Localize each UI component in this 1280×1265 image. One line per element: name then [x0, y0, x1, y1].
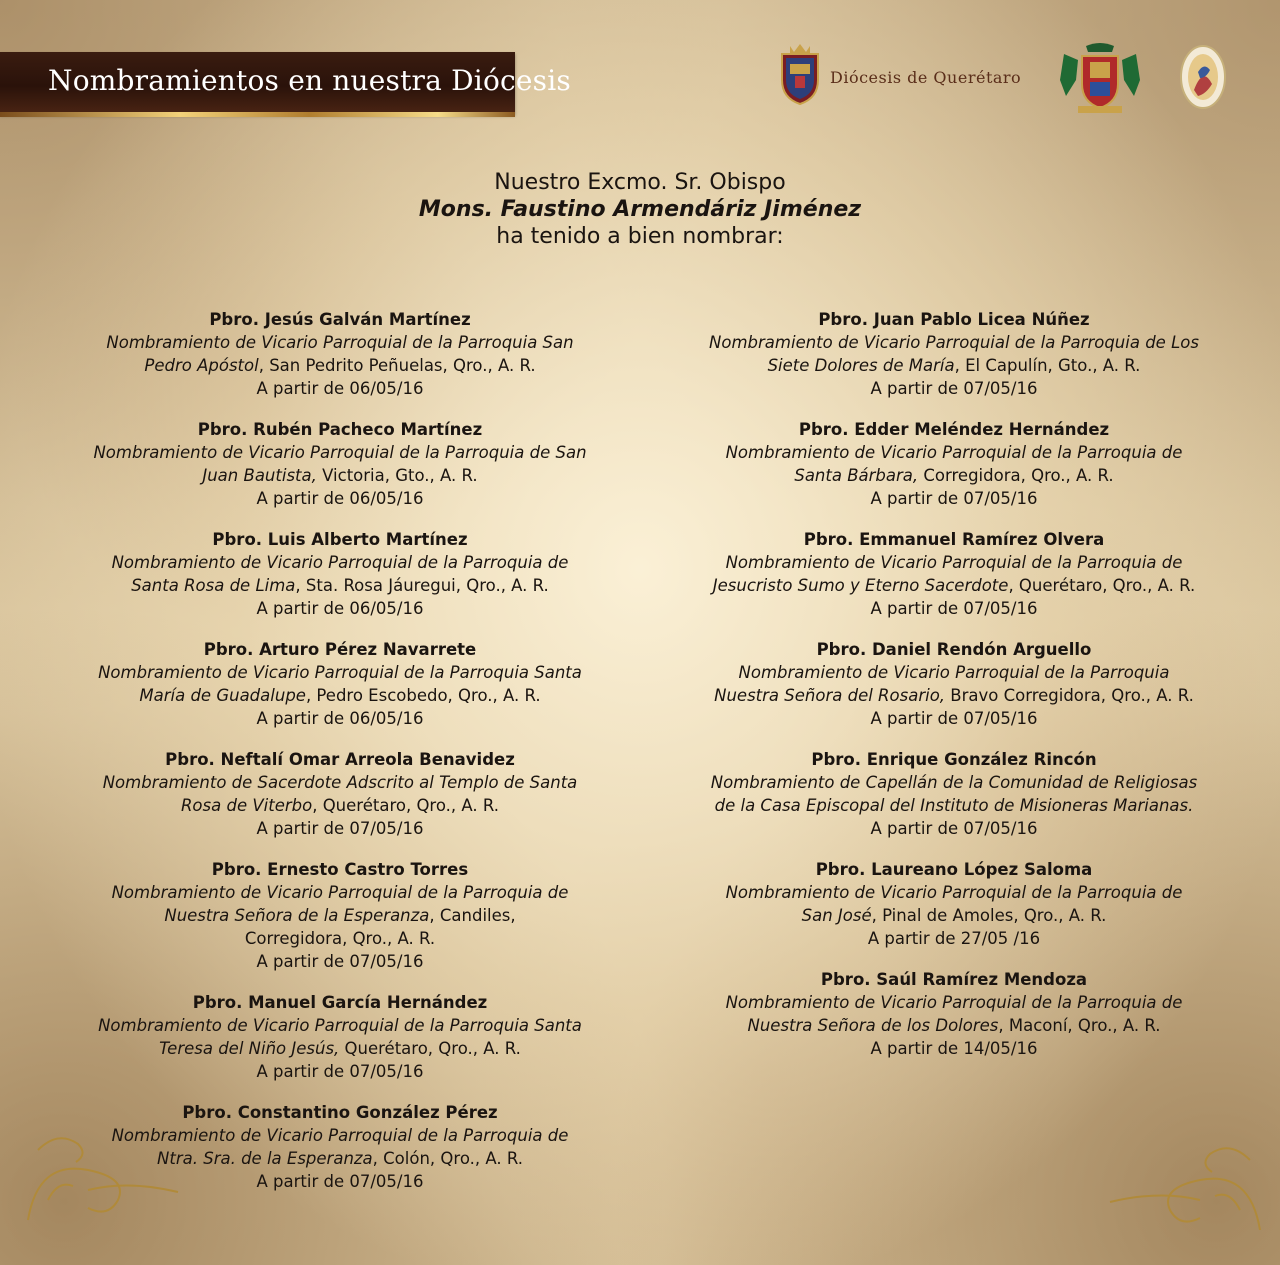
effective-date: A partir de 07/05/16	[256, 1172, 424, 1191]
priest-name: Pbro. Emmanuel Ramírez Olvera	[803, 530, 1105, 549]
location-text: Victoria, Gto., A. R.	[316, 466, 478, 485]
effective-date: A partir de 07/05/16	[870, 489, 1038, 508]
appointment-entry	[60, 991, 620, 1083]
appointment-description-line	[674, 661, 1234, 684]
effective-date: A partir de 06/05/16	[256, 379, 424, 398]
effective-date: A partir de 06/05/16	[256, 599, 424, 618]
effective-date: A partir de 06/05/16	[256, 489, 424, 508]
appointment-title-text: Nuestra Señora de la Esperanza	[164, 906, 430, 925]
jubilee-of-mercy-logo	[1178, 44, 1228, 110]
effective-date: A partir de 14/05/16	[870, 1039, 1038, 1058]
appointment-title-text: Nombramiento de Capellán de la Comunidad de Religiosas	[710, 773, 1198, 792]
effective-date: A partir de 07/05/16	[256, 1062, 424, 1081]
appointment-description-line	[60, 331, 620, 354]
appointment-title-text: Rosa de Viterbo	[180, 796, 313, 815]
appointment-description-line	[60, 881, 620, 904]
appointment-title-text: Nombramiento de Vicario Parroquial de la Parroquia de	[111, 553, 569, 572]
location-text: , Querétaro, Qro., A. R.	[312, 796, 500, 815]
location-text: , Pedro Escobedo, Qro., A. R.	[305, 686, 541, 705]
appointment-title-text: Nombramiento de Vicario Parroquial de la Parroquia Santa	[98, 663, 582, 682]
appointment-title-text: Siete Dolores de María	[767, 356, 955, 375]
appointment-description-line	[60, 771, 620, 794]
appointment-description-line	[60, 904, 620, 927]
appointment-description-line	[60, 1014, 620, 1037]
appointment-title-text: Pedro Apóstol	[144, 356, 259, 375]
appointment-description-line	[674, 771, 1234, 794]
intro-line-3: ha tenido a bien nombrar:	[496, 224, 784, 249]
appointment-title-text: Nuestra Señora de los Dolores	[747, 1016, 999, 1035]
appointment-description-line	[60, 927, 620, 950]
bishop-name: Mons. Faustino Armendáriz Jiménez	[418, 197, 862, 222]
appointment-description-line	[674, 354, 1234, 377]
appointment-title-text: Nombramiento de Sacerdote Adscrito al Templo de Santa	[102, 773, 578, 792]
priest-name: Pbro. Enrique González Rincón	[811, 750, 1097, 769]
appointment-entry	[674, 308, 1234, 400]
appointment-description-line	[674, 574, 1234, 597]
priest-name: Pbro. Arturo Pérez Navarrete	[203, 640, 477, 659]
appointment-entry	[674, 858, 1234, 950]
effective-date: A partir de 07/05/16	[256, 952, 424, 971]
priest-name: Pbro. Ernesto Castro Torres	[211, 860, 469, 879]
appointment-title-text: María de Guadalupe	[139, 686, 306, 705]
priest-name: Pbro. Juan Pablo Licea Núñez	[818, 310, 1090, 329]
location-text: , Candiles,	[429, 906, 516, 925]
priest-name: Pbro. Neftalí Omar Arreola Benavidez	[165, 750, 515, 769]
appointment-title-text: Nombramiento de Vicario Parroquial de la Parroquia San	[106, 333, 574, 352]
location-text: , San Pedrito Peñuelas, Qro., A. R.	[258, 356, 536, 375]
intro-block	[0, 170, 1280, 249]
diocese-shield-logo	[776, 40, 824, 106]
priest-name: Pbro. Edder Meléndez Hernández	[798, 420, 1110, 439]
location-text: Corregidora, Qro., A. R.	[244, 929, 436, 948]
appointment-description-line	[60, 661, 620, 684]
appointment-description-line	[674, 684, 1234, 707]
location-text: , Colón, Qro., A. R.	[372, 1149, 523, 1168]
effective-date: A partir de 07/05/16	[870, 709, 1038, 728]
priest-name: Pbro. Manuel García Hernández	[192, 993, 488, 1012]
appointment-description-line	[60, 441, 620, 464]
bishop-coat-of-arms-logo	[1056, 40, 1144, 116]
priest-name: Pbro. Jesús Galván Martínez	[209, 310, 471, 329]
priest-name: Pbro. Luis Alberto Martínez	[212, 530, 468, 549]
effective-date: A partir de 27/05 /16	[867, 929, 1041, 948]
appointment-description-line	[60, 574, 620, 597]
appointment-title-text: Juan Bautista,	[202, 466, 317, 485]
appointment-entry	[674, 748, 1234, 840]
appointment-description-line	[674, 1014, 1234, 1037]
appointment-description-line	[674, 881, 1234, 904]
appointment-description-line	[674, 794, 1234, 817]
appointment-title-text: Teresa del Niño Jesús,	[159, 1039, 340, 1058]
appointment-title-text: Santa Bárbara,	[794, 466, 919, 485]
appointment-description-line	[674, 331, 1234, 354]
gold-flourish-bottom-right	[1100, 1130, 1270, 1240]
appointment-title-text: Nombramiento de Vicario Parroquial de la Parroquia de	[111, 883, 569, 902]
appointment-title-text: Nombramiento de Vicario Parroquial de la Parroquia	[738, 663, 1170, 682]
appointment-entry	[60, 748, 620, 840]
appointment-description-line	[60, 464, 620, 487]
appointment-title-text: Jesucristo Sumo y Eterno Sacerdote	[712, 576, 1009, 595]
appointment-description-line	[60, 794, 620, 817]
appointment-entry	[60, 308, 620, 400]
appointment-entry	[674, 528, 1234, 620]
location-text: Corregidora, Qro., A. R.	[918, 466, 1114, 485]
appointment-title-text: Ntra. Sra. de la Esperanza	[157, 1149, 373, 1168]
location-text: , Querétaro, Qro., A. R.	[1008, 576, 1196, 595]
appointment-title-text: Nombramiento de Vicario Parroquial de la Parroquia Santa	[98, 1016, 582, 1035]
page-title: Nombramientos en nuestra Diócesis	[48, 64, 571, 97]
appointment-description-line	[674, 904, 1234, 927]
effective-date: A partir de 07/05/16	[256, 819, 424, 838]
appointment-entry	[60, 638, 620, 730]
intro-line-1: Nuestro Excmo. Sr. Obispo	[494, 170, 786, 195]
appointment-title-text: de la Casa Episcopal del Instituto de Misioneras Marianas.	[714, 796, 1194, 815]
priest-name: Pbro. Saúl Ramírez Mendoza	[820, 970, 1088, 989]
location-text: , Pinal de Amoles, Qro., A. R.	[871, 906, 1107, 925]
appointment-title-text: Nombramiento de Vicario Parroquial de la Parroquia de	[725, 553, 1183, 572]
effective-date: A partir de 07/05/16	[870, 599, 1038, 618]
appointment-title-text: San José	[801, 906, 872, 925]
location-text: , El Capulín, Gto., A. R.	[954, 356, 1141, 375]
appointments-left-column	[60, 308, 620, 1211]
appointment-entry	[60, 858, 620, 973]
appointment-entry	[674, 968, 1234, 1060]
priest-name: Pbro. Constantino González Pérez	[182, 1103, 498, 1122]
priest-name: Pbro. Rubén Pacheco Martínez	[197, 420, 483, 439]
appointment-description-line	[674, 991, 1234, 1014]
location-text: Querétaro, Qro., A. R.	[339, 1039, 521, 1058]
appointment-entry	[674, 638, 1234, 730]
appointment-description-line	[674, 464, 1234, 487]
gold-flourish-bottom-left	[18, 1120, 188, 1230]
appointment-title-text: Santa Rosa de Lima	[131, 576, 296, 595]
appointment-title-text: Nombramiento de Vicario Parroquial de la Parroquia de	[725, 993, 1183, 1012]
location-text: Bravo Corregidora, Qro., A. R.	[945, 686, 1194, 705]
location-text: , Maconí, Qro., A. R.	[998, 1016, 1161, 1035]
appointment-title-text: Nombramiento de Vicario Parroquial de la Parroquia de San	[93, 443, 587, 462]
appointment-title-text: Nombramiento de Vicario Parroquial de la Parroquia de	[725, 443, 1183, 462]
effective-date: A partir de 07/05/16	[870, 819, 1038, 838]
appointment-entry	[60, 418, 620, 510]
appointment-title-text: Nombramiento de Vicario Parroquial de la Parroquia de	[725, 883, 1183, 902]
appointment-description-line	[60, 551, 620, 574]
effective-date: A partir de 07/05/16	[870, 379, 1038, 398]
appointment-title-text: Nuestra Señora del Rosario,	[714, 686, 946, 705]
appointment-description-line	[674, 441, 1234, 464]
appointments-right-column	[674, 308, 1234, 1078]
appointment-description-line	[60, 684, 620, 707]
priest-name: Pbro. Laureano López Saloma	[815, 860, 1093, 879]
appointment-description-line	[60, 1037, 620, 1060]
title-band-gold-stripe	[0, 112, 515, 117]
appointment-title-text: Nombramiento de Vicario Parroquial de la Parroquia de Los	[709, 333, 1199, 352]
appointment-title-text: Nombramiento de Vicario Parroquial de la Parroquia de	[111, 1126, 569, 1145]
effective-date: A partir de 06/05/16	[256, 709, 424, 728]
appointment-description-line	[674, 551, 1234, 574]
location-text: , Sta. Rosa Jáuregui, Qro., A. R.	[295, 576, 549, 595]
appointment-entry	[60, 528, 620, 620]
diocese-name: Diócesis de Querétaro	[830, 68, 1022, 87]
appointment-description-line	[60, 354, 620, 377]
priest-name: Pbro. Daniel Rendón Arguello	[816, 640, 1092, 659]
appointment-entry	[674, 418, 1234, 510]
